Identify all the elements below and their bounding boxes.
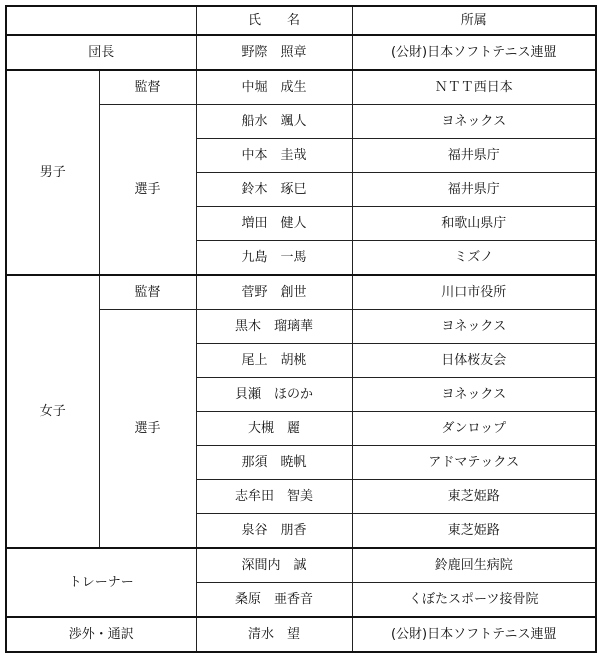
men-players-role: 選手 [99,105,196,276]
header-blank-cell [6,6,196,35]
player-affiliation: 福井県庁 [352,173,596,207]
player-affiliation: 日体桜友会 [352,344,596,378]
player-name: 志牟田 智美 [196,480,352,514]
leader-role: 団長 [6,35,196,70]
player-affiliation: ヨネックス [352,378,596,412]
player-affiliation: ヨネックス [352,105,596,139]
player-affiliation: 和歌山県庁 [352,207,596,241]
leader-affiliation: (公財)日本ソフトテニス連盟 [352,35,596,70]
trainer-name: 深間内 誠 [196,548,352,583]
player-name: 泉谷 朋香 [196,514,352,549]
men-coach-role: 監督 [99,70,196,105]
women-players-role: 選手 [99,310,196,549]
player-name: 鈴木 琢巳 [196,173,352,207]
player-name: 船水 颯人 [196,105,352,139]
men-coach-row [6,70,596,105]
player-name: 中本 圭哉 [196,139,352,173]
trainer-row [6,548,596,583]
women-coach-affiliation: 川口市役所 [352,275,596,310]
player-name: 尾上 胡桃 [196,344,352,378]
men-coach-affiliation: ＮＴＴ西日本 [352,70,596,105]
player-name: 那須 暁帆 [196,446,352,480]
trainer-name: 桑原 亜香音 [196,583,352,618]
leader-row [6,35,596,70]
player-name: 大槻 麗 [196,412,352,446]
trainer-affiliation: 鈴鹿回生病院 [352,548,596,583]
player-name: 九島 一馬 [196,241,352,276]
men-coach-name: 中堀 成生 [196,70,352,105]
player-affiliation: 東芝姫路 [352,514,596,549]
liaison-name: 清水 望 [196,617,352,652]
team-roster-table [5,5,597,653]
liaison-role: 渉外・通訳 [6,617,196,652]
women-coach-name: 菅野 創世 [196,275,352,310]
men-group-label: 男子 [6,70,99,275]
women-group-label: 女子 [6,275,99,548]
player-affiliation: ヨネックス [352,310,596,344]
trainer-affiliation: くぼたスポーツ接骨院 [352,583,596,618]
liaison-affiliation: (公財)日本ソフトテニス連盟 [352,617,596,652]
player-affiliation: 福井県庁 [352,139,596,173]
women-coach-row [6,275,596,310]
player-affiliation: アドマテックス [352,446,596,480]
player-name: 貝瀬 ほのか [196,378,352,412]
liaison-row [6,617,596,652]
trainer-role: トレーナー [6,548,196,617]
player-name: 増田 健人 [196,207,352,241]
player-affiliation: ダンロップ [352,412,596,446]
women-coach-role: 監督 [99,275,196,310]
leader-name: 野際 照章 [196,35,352,70]
player-affiliation: 東芝姫路 [352,480,596,514]
header-name: 氏 名 [196,6,352,35]
player-name: 黒木 瑠璃華 [196,310,352,344]
header-row [6,6,596,35]
player-affiliation: ミズノ [352,241,596,276]
header-affiliation: 所属 [352,6,596,35]
